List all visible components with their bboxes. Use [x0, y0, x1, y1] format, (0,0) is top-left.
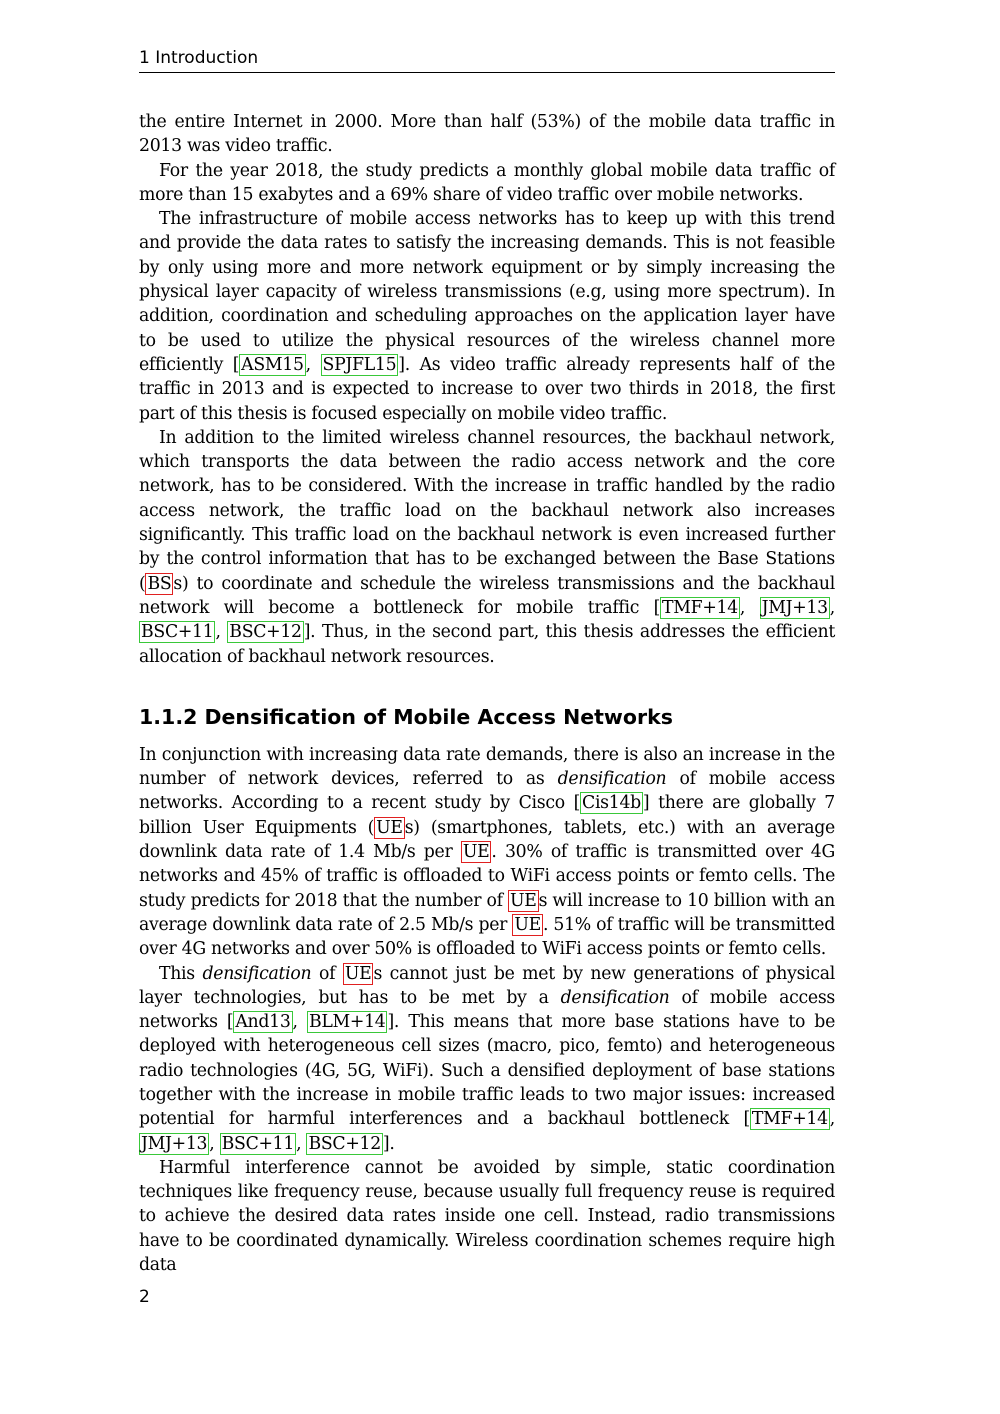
acronym-link[interactable]: UE — [509, 890, 537, 911]
paragraph-7: Harmful interference cannot be avoided by simple, static coordination techniques like frequency reuse, because usually full frequency reuse is required to achieve the desired data rates inside one cell. Instead, radio transmissions have to be coordinated dynamically. Wireless coordination schemes require high data — [139, 1157, 835, 1276]
chapter-title: 1 Introduction — [139, 48, 259, 68]
page-body — [139, 110, 835, 1277]
section-heading: 1.1.2 Densification of Mobile Access Networks — [139, 704, 673, 729]
paragraph-3: The infrastructure of mobile access networks has to keep up with this trend and provide the data rates to satisfy the increasing demands. This is not feasible by only using more and more network equipment or by simply increasing the physical layer capacity of wireless transmissions (e.g, using more spectrum). In addition, coordination and scheduling approaches on the application layer have to be used to utilize the physical resources of the wireless channel more efficiently [ ASM15 , SPJFL15 ]. As video traffic already represents half of the traffic in 2013 and is expected to increase to over two thirds in 2018, the first part of this thesis is focused especially on mobile video traffic. — [139, 209, 836, 424]
paragraph-5: In conjunction with increasing data rate demands, there is also an increase in the number of network devices, referred to as densification of mobile access networks. According to a recent study by Cisco [ Cis14b ] there are globally 7 billion User Equipments ( UE s) (smartphones, tablets, etc.) with an average downlink data rate of 1.4 Mb/s per UE . 30% of traffic is transmitted over 4G networks and 45% of traffic is offloaded to WiFi access points or femto cells. The study predicts for 2018 that the number of UE s will increase to 10 billion with an average downlink data rate of 2.5 Mb/s per UE . 51% of traffic will be transmitted over 4G networks and over 50% is offloaded to WiFi access points or femto cells. — [139, 744, 835, 960]
paragraph-2: For the year 2018, the study predicts a monthly global mobile data traffic of more than 15 exabytes and a 69% share of video traffic over mobile networks. — [139, 160, 835, 205]
citation-link[interactable]: BSC+11 — [221, 1133, 295, 1154]
paragraph-1: the entire Internet in 2000. More than half (53%) of the mobile data traffic in 2013 was video traffic. — [139, 112, 835, 157]
citation-link[interactable]: JMJ+13 — [141, 1133, 208, 1154]
citation-link[interactable]: SPJFL15 — [322, 354, 397, 375]
citation-link[interactable]: BLM+14 — [308, 1012, 386, 1033]
acronym-link[interactable]: UE — [514, 914, 541, 935]
acronym-link[interactable]: UE — [344, 963, 372, 984]
running-header — [139, 46, 835, 73]
paragraph-4: In addition to the limited wireless channel resources, the backhaul network, which transports the data between the radio access network and the core network, has to be considered. With the increase in traffic handled by the radio access network, the traffic load on the backhaul network also increases significantly. This traffic load on the backhaul network is even increased further by the control information that has to be exchanged between the Base Stations ( BS s) to coordinate and schedule the wireless transmissions and the backhaul network will become a bottleneck for mobile traffic [ TMF+14 , JMJ+13 , BSC+11 , BSC+12 ]. Thus, in the second part, this thesis addresses the efficient allocation of backhaul network resources. — [139, 427, 835, 667]
citation-link[interactable]: TMF+14 — [662, 597, 738, 618]
citation-link[interactable]: BSC+11 — [141, 622, 214, 643]
citation-link[interactable]: BSC+12 — [229, 622, 302, 643]
citation-link[interactable]: TMF+14 — [751, 1109, 828, 1130]
acronym-link[interactable]: BS — [147, 573, 172, 594]
page-number: 2 — [139, 1287, 150, 1307]
acronym-link[interactable]: UE — [462, 842, 490, 863]
acronym-link[interactable]: UE — [376, 817, 403, 838]
citation-link[interactable]: And13 — [235, 1012, 291, 1033]
paragraph-6: This densification of UE s cannot just be met by new generations of physical layer technologies, but has to be met by a densification of mobile access networks [ And13 , BLM+14 ]. This means that more base stations have to be deployed with heterogeneous cell sizes (macro, pico, femto) and heterogeneous radio technologies (4G, 5G, WiFi). Such a densified deployment of base stations together with the increase in mobile traffic leads to two major issues: increased potential for harmful interferences and a backhaul bottleneck [ TMF+14 , JMJ+13 , BSC+11 , BSC+12 ]. — [139, 963, 836, 1154]
citation-link[interactable]: JMJ+13 — [761, 597, 828, 618]
citation-link[interactable]: Cis14b — [582, 793, 641, 814]
citation-link[interactable]: ASM15 — [241, 354, 304, 375]
citation-link[interactable]: BSC+12 — [308, 1133, 381, 1154]
